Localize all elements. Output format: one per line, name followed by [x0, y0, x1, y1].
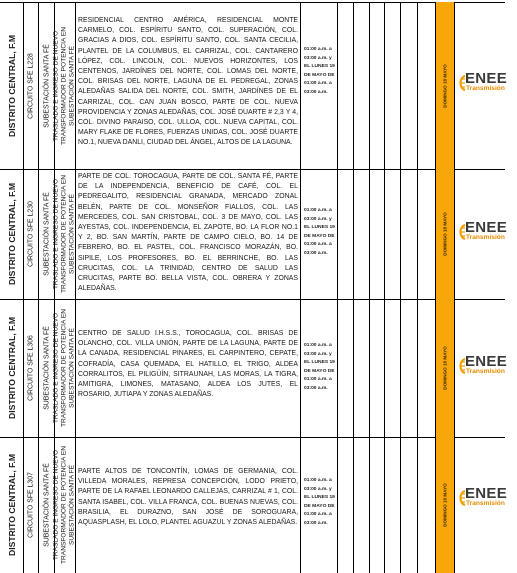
blank-cell [338, 169, 354, 299]
table-row [0, 299, 508, 437]
time-window-text [304, 342, 336, 394]
logo-wordmark: ENEE [465, 70, 508, 87]
affected-areas-text: CENTRO DE SALUD I.H.S.S., TOROCAGUA, COL. BRISAS DE OLANCHO, COL. VILLA UNIÓN, PARTE DE LA LAGUNA, PARTE DE LA CANADA, RESIDENCIAL PINARES, EL CARPINTERO, CEPATE, COFRADÍA, CASA QUEMADA, EL HATILLO, EL TRIGO, ALDEA CORRALITOS, EL PILIGÜÍN, SITRAUNAH, LAS MORAS, LA TIGRA, AMITIGRA, LIMONES, MATASANO, ALDEA LOS JUTES, EL ROSARIO, JUTIAPA Y ZONAS ALEDAÑAS. [78, 330, 298, 399]
logo-wordmark: ENEE [465, 353, 508, 370]
district-cell [0, 299, 24, 437]
time-line: 03:00 a.m. y [304, 486, 332, 492]
time-window-text [304, 46, 336, 98]
day-label: DOMINGO 18 MAYO [442, 346, 448, 390]
blank-cell [385, 437, 401, 573]
task-label: TRASLADO E INGRESO DE NUEVO TRANSFORMADOR DE POTENCIA EN SUBESTACIÓN SANTA FÉ [52, 446, 77, 564]
blank-cell [418, 169, 436, 299]
day-label: DOMINGO 18 MAYO [442, 483, 448, 527]
district-cell [0, 437, 24, 573]
district-label: DISTRITO CENTRAL, F.M [6, 34, 17, 137]
time-line: 01:00 a.m. a [304, 242, 332, 248]
enee-logo [457, 487, 517, 511]
areas-cell [76, 2, 301, 169]
blank-cell [370, 437, 385, 573]
time-line: 03:00 a.m. [304, 89, 328, 95]
district-cell [0, 2, 24, 169]
time-line: 01:00 a.m. a [304, 81, 332, 87]
logo-subtitle: Transmisión [466, 85, 505, 92]
blank-cell [354, 2, 370, 169]
logo-wordmark: ENEE [465, 485, 508, 502]
enee-logo [457, 221, 517, 245]
circuit-label: CIRCUITO SFE L228 [27, 52, 35, 119]
blank-cell [338, 437, 354, 573]
circuit-cell [24, 299, 39, 437]
circuit-label: CIRCUITO SFE L306 [27, 335, 35, 401]
enee-logo [457, 355, 517, 379]
task-cell [52, 169, 77, 299]
day-cell [436, 2, 455, 169]
day-highlight [436, 299, 454, 437]
day-highlight [436, 169, 454, 299]
time-line: 03:00 a.m. [304, 520, 328, 526]
time-line: 01:00 a.m. a [304, 377, 332, 383]
task-label: TRASLADO E INGRESO DE NUEVO TRANSFORMADOR DE POTENCIA EN SUBESTACIÓN SANTA FÉ [52, 309, 77, 427]
day-highlight [436, 437, 454, 573]
affected-areas-text: PARTE ALTOS DE TONCONTÍN, LOMAS DE GERMANIA, COL. VILLEDA MORALES, REPRESA CONCEPCIÓN, LODO PRIETO, PARTE DE LA RAFAEL LEONARDO CALLEJAS, CARRIZAL # 1, COL. SANTA ISABEL, COL. VILLA FRANCA, COL. BUENAS NUEVAS, COL. BRASILIA, EL DURAZNO, SAN JOSÉ DE SOROGUARA, AQUASPLASH, EL LOLO, PLANTEL AGUAZUL Y ZONAS ALEDAÑAS. [78, 468, 298, 527]
day-cell [436, 299, 455, 437]
time-line: DE MAYO DE [304, 233, 335, 239]
areas-cell [76, 169, 301, 299]
time-line: EL LUNES 19 [304, 495, 335, 501]
district-label: DISTRITO CENTRAL, F.M [6, 453, 17, 557]
time-cell [301, 169, 338, 299]
circuit-label: CIRCUITO SFE L230 [27, 201, 35, 267]
task-cell [52, 437, 77, 573]
areas-cell [76, 437, 301, 573]
time-line: EL LUNES 19 [304, 360, 335, 366]
substation-label: SUBESTACIÓN SANTA FÉ [43, 326, 50, 410]
time-line: EL LUNES 19 [304, 64, 335, 70]
time-line: 03:00 a.m. y [304, 351, 332, 357]
time-line: 01:00 a.m. a [304, 478, 332, 483]
time-line: DE MAYO DE [304, 368, 335, 374]
enee-logo [457, 72, 517, 96]
district-label: DISTRITO CENTRAL, F.M [6, 182, 17, 286]
time-line: 01:00 a.m. a [304, 47, 332, 52]
logo-cell [455, 169, 508, 299]
substation-label: SUBESTACIÓN SANTA FÉ [43, 43, 50, 128]
time-line: 01:00 a.m. a [304, 343, 332, 348]
time-window-text [304, 477, 336, 529]
time-window-text [304, 207, 336, 259]
time-line: 03:00 a.m. y [304, 55, 332, 61]
affected-areas-text: PARTE DE COL. TOROCAGUA, PARTE DE COL. SANTA FÉ, PARTE DE LA INDEPENDENCIA, BENEFICIO DE CAFÉ, COL. EL PEDREGALITO, RESIDENCIAL GRANADA, MERCADO ZONAL BELÉN, PARTE DE COL. MONSEÑOR FIALLOS, COL. LAS MERCEDES, COL. SAN CRISTOBAL, COL. 3 DE MAYO, COL. LAS AYESTAS, COL. INDEPENDENCIA, EL ZAPOTE, BO. LA FLOR NO.1 Y 2, BO. SAN MARTÍN, PARTE DE CAMPO CIELO, BO. 14 DE FEBRERO, BO. EL PASTEL, COL. FRANCISCO MORAZÁN, BO. SIPILE, LOS PROFESORES, BO. EL BERRINCHE, BO. LAS CRUCITAS, COL. LA TRINIDAD, CENTRO DE SALUD LAS CRUCITAS, PARTE BO. BELLA VISTA, COL. OBRERA Y ZONAS ALEDAÑAS. [78, 173, 298, 293]
task-label: TRASLADO E INGRESO DE NUEVO TRANSFORMADOR DE POTENCIA EN SUBESTACIÓN SANTA FÉ [52, 175, 77, 293]
blank-cell [370, 2, 385, 169]
blank-cell [401, 437, 418, 573]
blank-cell [338, 2, 354, 169]
blank-cell [338, 299, 354, 437]
blank-cell [401, 169, 418, 299]
time-line: 01:00 a.m. a [304, 512, 332, 518]
blank-cell [354, 299, 370, 437]
time-line: 03:00 a.m. [304, 250, 328, 256]
day-cell [436, 437, 455, 573]
table-row [0, 2, 508, 169]
blank-cell [418, 2, 436, 169]
logo-cell [455, 2, 508, 169]
district-label: DISTRITO CENTRAL, F.M [6, 316, 17, 420]
blank-cell [385, 169, 401, 299]
circuit-cell [24, 169, 39, 299]
blank-cell [418, 437, 436, 573]
task-cell [52, 299, 77, 437]
circuit-cell [24, 437, 39, 573]
blank-cell [385, 299, 401, 437]
table-row [0, 437, 508, 573]
task-label: TRASLADO E INGRESO DE NUEVO TRANSFORMADOR DE POTENCIA EN SUBESTACIÓN SANTA FÉ [52, 26, 77, 145]
time-line: EL LUNES 19 [304, 225, 335, 231]
blank-cell [418, 299, 436, 437]
day-cell [436, 169, 455, 299]
time-cell [301, 299, 338, 437]
time-line: 01:00 a.m. a [304, 208, 332, 213]
blank-cell [401, 299, 418, 437]
logo-wordmark: ENEE [465, 219, 508, 236]
time-cell [301, 437, 338, 573]
time-cell [301, 2, 338, 169]
logo-subtitle: Transmisión [466, 368, 505, 375]
affected-areas-text: RESIDENCIAL CENTRO AMÉRICA, RESIDENCIAL MONTE CARMELO, COL. ESPÍRITU SANTO, COL. SUPERACIÓN, COL. GRACIAS A DIOS, COL. ESPÍRITU SANTO, COL. SANTA CECILIA, PLANTEL DE LA COLUMBUS, EL CARRIZAL, COL. CANTARERO LÓPEZ, COL. LINCOLN, COL. NUEVOS HORIZONTES, LOS CENTENOS, JARDÍNES DEL NORTE, COL. LOMAS DEL NORTE, COL. BRISAS DEL NORTE, LAGUNA DE EL PEDREGAL, ZONAS ALEDAÑAS SALIDA DEL NORTE, COL. SMITH, JARDÍNES DE EL CARRIZAL, COL. CAN JUAN BOSCO, PARTE DE COL. NUEVA PROVIDENCIA Y ZONAS ALEDAÑAS, COL. JOSÉ DUARTE # 2,3 Y 4, COL. DIVINO PARAISO, COL. ULLOA, COL. NUEVA CAPITAL, COL. MARY FLAKE DE FLORES, FUERZAS UNIDAS, COL. JOSÉ DUARTE NO.1, NUEVA DANLI, CIUDAD DEL ÁNGEL, ALTOS DE LA LAGUNA. [78, 17, 298, 147]
day-highlight [436, 2, 454, 169]
blank-cell [401, 2, 418, 169]
areas-cell [76, 299, 301, 437]
time-line: DE MAYO DE [304, 72, 335, 78]
circuit-cell [24, 2, 39, 169]
logo-subtitle: Transmisión [466, 500, 505, 507]
logo-cell [455, 437, 508, 573]
district-cell [0, 169, 24, 299]
blank-cell [370, 169, 385, 299]
time-line: 03:00 a.m. [304, 385, 328, 391]
substation-label: SUBESTACIÓN SANTA FÉ [43, 192, 50, 276]
time-line: DE MAYO DE [304, 503, 335, 509]
blank-cell [385, 2, 401, 169]
substation-label: SUBESTACIÓN SANTA FÉ [43, 463, 50, 547]
logo-cell [455, 299, 508, 437]
blank-cell [370, 299, 385, 437]
blank-cell [354, 169, 370, 299]
table-row [0, 169, 508, 299]
day-label: DOMINGO 18 MAYO [442, 63, 448, 108]
day-label: DOMINGO 18 MAYO [442, 212, 448, 256]
logo-subtitle: Transmisión [466, 234, 505, 241]
circuit-label: CIRCUITO SFE L307 [27, 472, 35, 538]
time-line: 03:00 a.m. y [304, 216, 332, 222]
task-cell [52, 2, 77, 169]
blank-cell [354, 437, 370, 573]
